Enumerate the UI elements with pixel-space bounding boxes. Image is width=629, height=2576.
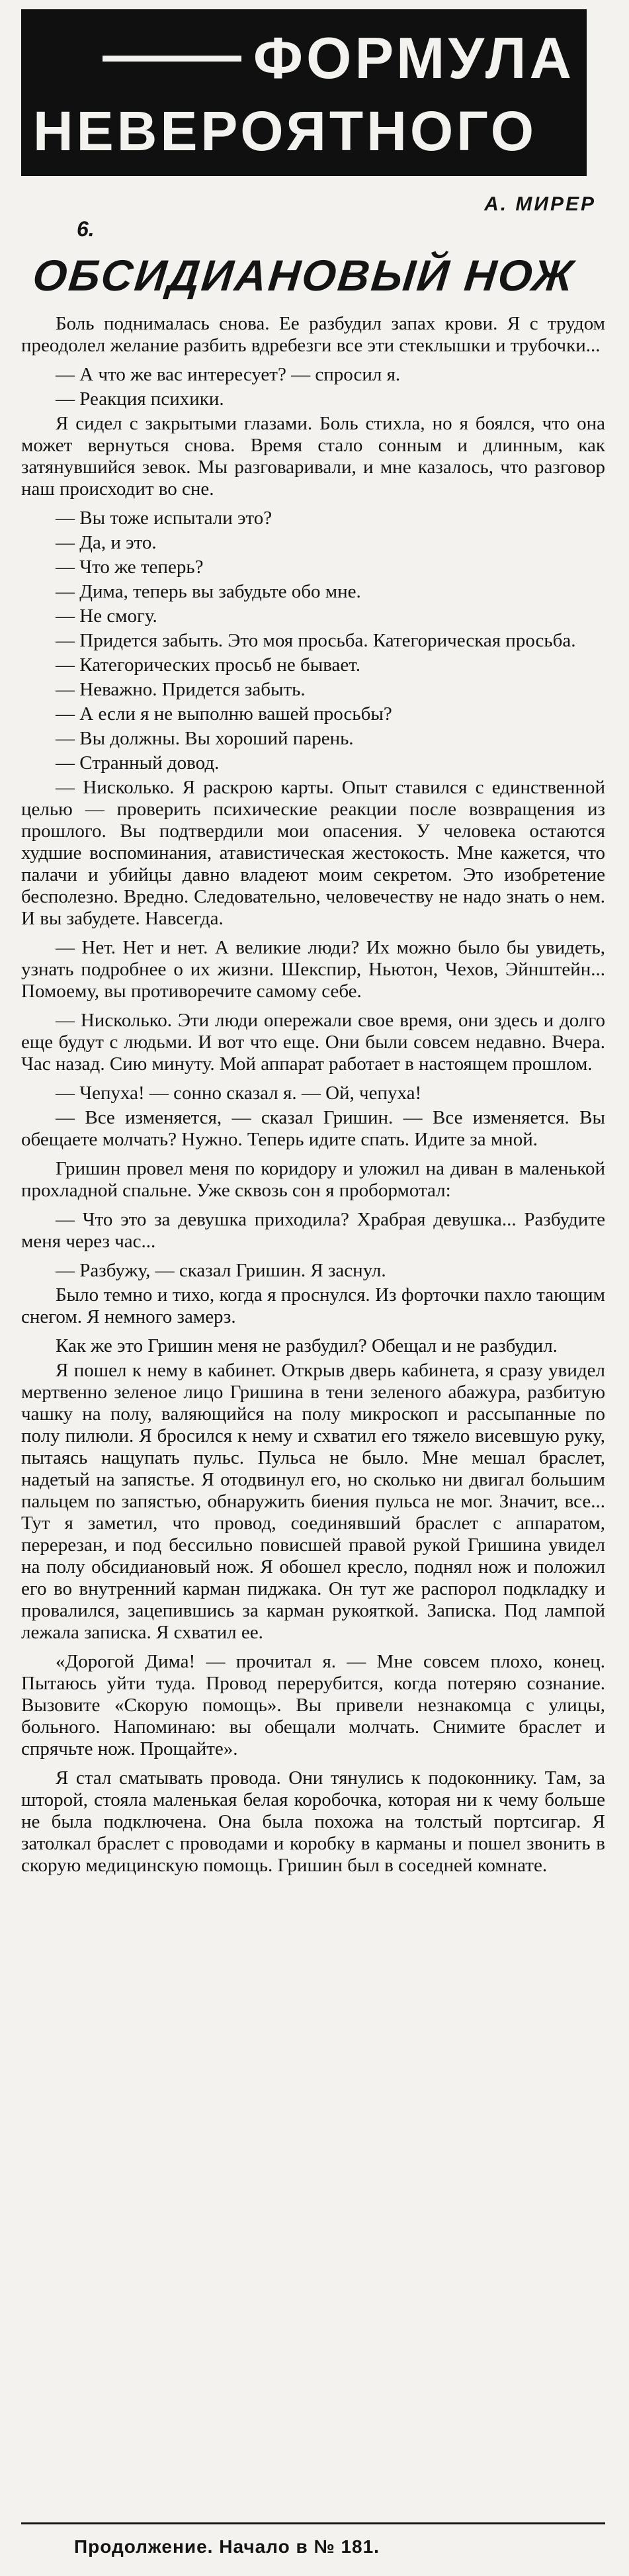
article-paragraph: Было темно и тихо, когда я проснулся. Из форточки пахло тающим снегом. Я немного замерз. (21, 1284, 605, 1327)
article-paragraph: Боль поднималась снова. Ее разбудил запах крови. Я с трудом преодолел желание разбить вдребезги все эти стеклышки и трубочки... (21, 313, 605, 356)
article-paragraph: Я сидел с закрытыми глазами. Боль стихла, но я боялся, что она может вернуться снова. Время стало сонным и длинным, как затянувшийся зевок. Мы разговаривали, и мне казалось, что разговор наш происходит во сне. (21, 413, 605, 500)
article-paragraph: — Странный довод. (56, 752, 220, 774)
continuation-note (21, 2522, 605, 2557)
author-row (21, 193, 605, 216)
article-paragraph: — Нисколько. Я раскрою карты. Опыт ставился с единственной целью — проверить психические реакции после возвращения из прошлого. Вы подтвердили мои опасения. У человека остаются худшие воспоминания, атавистическая жестокость. Мне кажется, что палачи и убийцы давно владеют моим секретом. Это изобретение бесполезно. Вредно. Следовательно, человечеству не надо знать о нем. И вы забудете. Навсегда. (21, 777, 605, 929)
article-paragraph: — Да, и это. (56, 532, 157, 553)
part-number: 6. (77, 217, 95, 241)
rubric-banner (21, 9, 587, 176)
article-paragraph: — Что это за девушка приходила? Храбрая девушка... Разбудите меня через час... (21, 1209, 605, 1252)
rubric-line-1 (21, 25, 587, 91)
article-paragraph: — Чепуха! — сонно сказал я. — Ой, чепуха! (56, 1083, 422, 1104)
article-paragraph: — Что же теперь? (56, 556, 204, 578)
rubric-rule (103, 56, 241, 62)
article-paragraph: Я стал сматывать провода. Они тянулись к подоконнику. Там, за шторой, стояла маленькая белая коробочка, которая ни к чему больше не была подключена. Она была похожа на толстый портсигар. Я затолкал браслет с проводами и коробку в карманы и пошел звонить в скорую медицинскую помощь. Гришин был в соседней комнате. (21, 1767, 605, 1876)
article-paragraph: — Неважно. Придется забыть. (56, 679, 306, 700)
article-paragraph: «Дорогой Дима! — прочитал я. — Мне совсем плохо, конец. Пытаюсь уйти туда. Провод перерубится, когда потеряю сознание. Вызовите «Скорую помощь». Вы привели незнакомца с улицы, больного. Напоминаю: вы обещали молчать. Снимите браслет и спрячьте нож. Прощайте». (21, 1651, 605, 1759)
article-paragraph: — А если я не выполню вашей просьбы? (56, 703, 392, 725)
article-paragraph: — Категорических просьб не бывает. (56, 654, 360, 676)
article-headline: ОБСИДИАНОВЫЙ НОЖ (30, 251, 578, 300)
article-paragraph: Я пошел к нему в кабинет. Открыв дверь кабинета, я сразу увидел мертвенно зеленое лицо Гришина в тени зеленого абажура, разбитую чашку на полу, валяющийся на полу микроскоп и рассыпанные по полу пилюли. Я бросился к нему и схватил его тяжело висевшую руку, пытаясь нащупать пульс. Пульса не было. Мне мешал браслет, надетый на запястье. Я отодвинул его, но сколько ни двигал большим пальцем по запястью, обнаружить биения пульса не мог. Значит, все... Тут я заметил, что провод, соединявший браслет с аппаратом, перерезан, и под бессильно повисшей правой рукой Гришина увидел на полу обсидиановый нож. Я обошел кресло, поднял нож и положил его во внутренний карман пиджака. Он тут же распорол подкладку и провалился, зацепившись за карман рукояткой. Записка. Под лампой лежала записка. Я схватил ее. (21, 1360, 605, 1643)
article-paragraph: — Разбужу, — сказал Гришин. Я заснул. (56, 1260, 386, 1281)
article-paragraph: — Нисколько. Эти люди опережали свое время, они здесь и долго еще будут с людьми. И вот что еще. Они были совсем недавно. Вчера. Час назад. Сию минуту. Мой аппарат работает в настоящем прошлом. (21, 1010, 605, 1075)
article-paragraph: — Реакция психики. (56, 388, 224, 410)
article-paragraph: — Вы тоже испытали это? (56, 508, 273, 529)
article-paragraph: Гришин провел меня по коридору и уложил на диван в маленькой прохладной спальне. Уже сквозь сон я пробормотал: (21, 1158, 605, 1201)
article-paragraph: — Вы должны. Вы хороший парень. (56, 728, 354, 749)
article-paragraph: — Придется забыть. Это моя просьба. Категорическая просьба. (56, 630, 576, 651)
continuation-text: Продолжение. Начало в № 181. (74, 2536, 380, 2557)
article-body (21, 313, 605, 1877)
article-paragraph: — Все изменяется, — сказал Гришин. — Все изменяется. Вы обещаете молчать? Нужно. Теперь идите спать. Идите за мной. (21, 1107, 605, 1150)
rubric-title-2: НЕВЕРОЯТНОГО (33, 100, 538, 162)
author-name: А. МИРЕР (484, 193, 596, 215)
rubric-title-1: ФОРМУЛА (253, 25, 575, 91)
rubric-line-2 (21, 87, 587, 162)
article-paragraph: — Не смогу. (56, 605, 157, 627)
article-paragraph: Как же это Гришин меня не разбудил? Обещал и не разбудил. (56, 1335, 558, 1356)
article-paragraph: — Нет. Нет и нет. А великие люди? Их можно было бы увидеть, узнать подробнее о их жизни. Шекспир, Ньютон, Чехов, Эйнштейн... Помоему, вы противоречите самому себе. (21, 937, 605, 1002)
article-paragraph: — А что же вас интересует? — спросил я. (56, 364, 401, 385)
article-paragraph: — Дима, теперь вы забудьте обо мне. (56, 581, 361, 602)
